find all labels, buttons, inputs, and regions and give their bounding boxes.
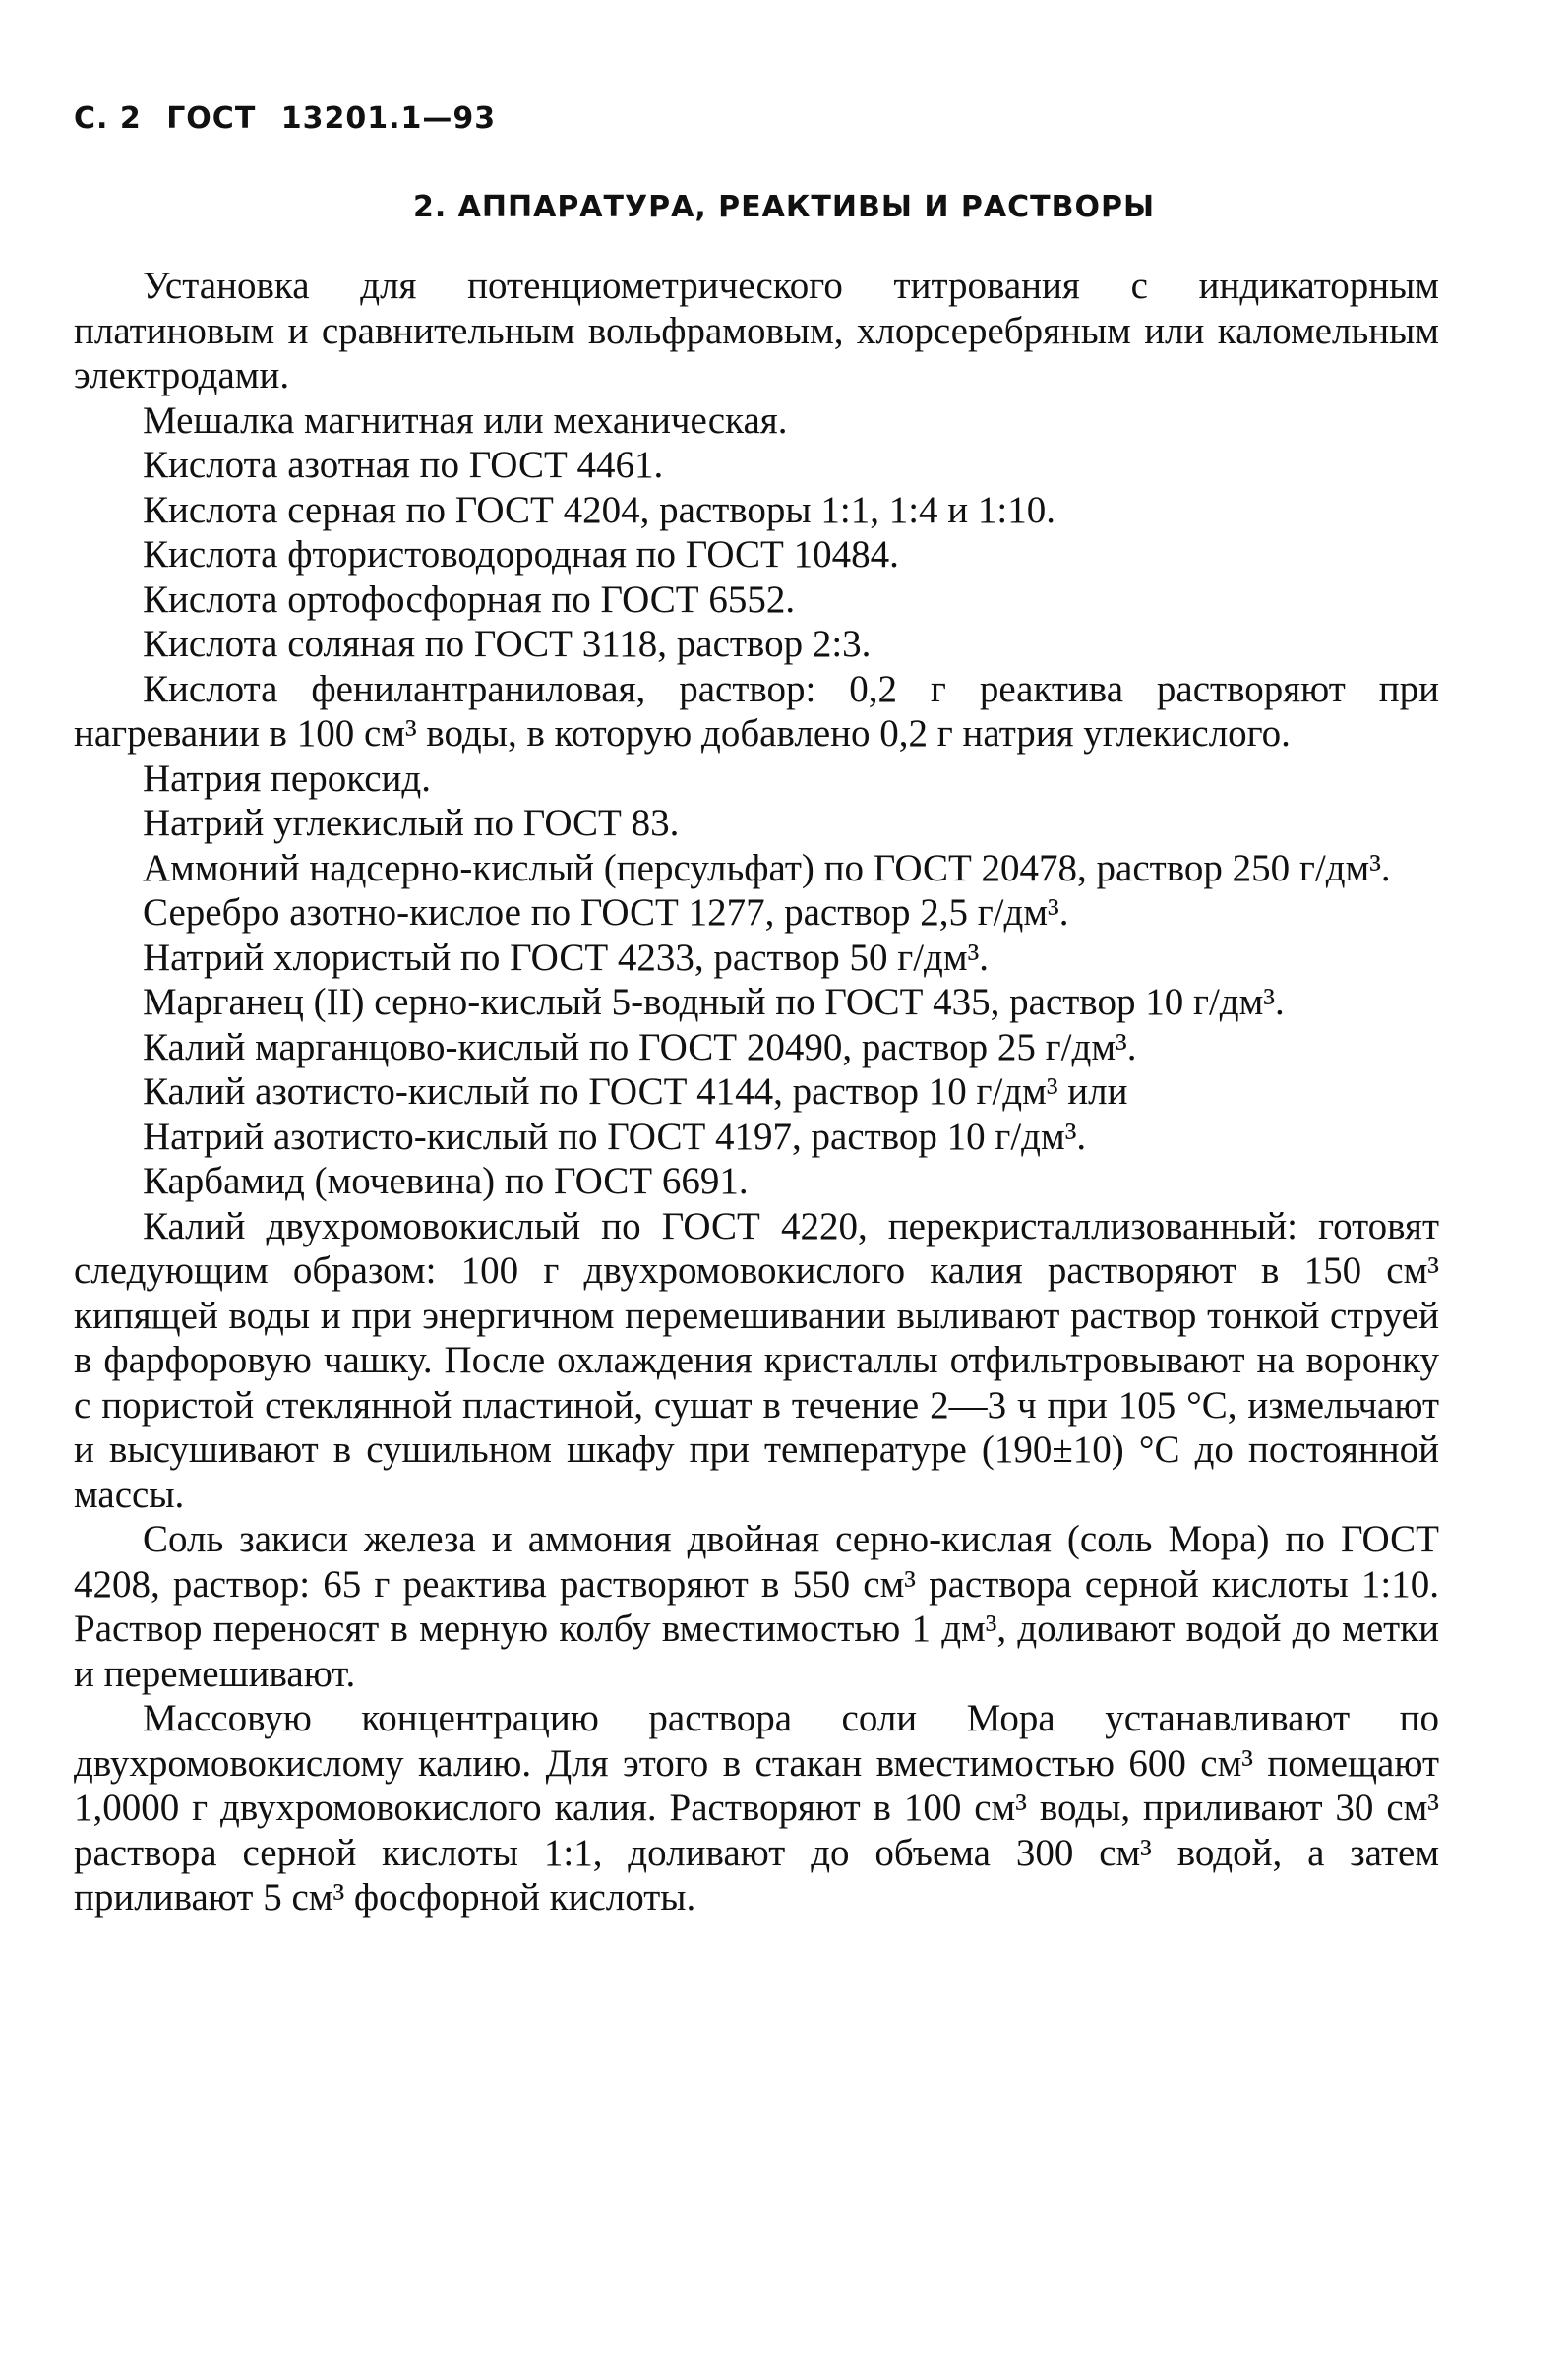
- section-title: 2. АППАРАТУРА, РЕАКТИВЫ И РАСТВОРЫ: [412, 190, 1156, 224]
- paragraph: Калий марганцово-кислый по ГОСТ 20490, раствор 25 г/дм³.: [143, 1025, 1137, 1068]
- paragraph: Калий двухромовокислый по ГОСТ 4220, перекристаллизованный: готовят следующим образом: 100 г двухромовокислого калия растворяют в 150 см³ кипящей воды и при энергичном перемешивании выливают раствор тонкой струей в фарфоровую чашку. После охлаждения кристаллы отфильтровывают на воронку с пористой стеклянной пластиной, сушат в течение 2—3 ч при 105 °С, измельчают и высушивают в сушильном шкафу при температуре (190±10) °С до постоянной массы.: [74, 1204, 1439, 1516]
- paragraph: Мешалка магнитная или механическая.: [143, 398, 788, 442]
- paragraph: Соль закиси железа и аммония двойная серно-кислая (соль Мора) по ГОСТ 4208, раствор: 65 г реактива растворяют в 550 см³ раствора серной кислоты 1:10. Раствор переносят в мерную колбу вместимостью 1 дм³, доливают водой до метки и перемешивают.: [74, 1518, 1439, 1695]
- paragraph: Кислота азотная по ГОСТ 4461.: [143, 444, 664, 486]
- paragraph: Натрий азотисто-кислый по ГОСТ 4197, раствор 10 г/дм³.: [143, 1115, 1087, 1158]
- paragraph: Калий азотисто-кислый по ГОСТ 4144, раствор 10 г/дм³ или: [143, 1070, 1128, 1113]
- paragraph: Натрий хлористый по ГОСТ 4233, раствор 50 г/дм³.: [143, 936, 990, 979]
- body-text: [74, 264, 1439, 1920]
- running-header: [74, 101, 510, 136]
- paragraph: Кислота серная по ГОСТ 4204, растворы 1:1, 1:4 и 1:10.: [143, 488, 1056, 531]
- paragraph: Серебро азотно-кислое по ГОСТ 1277, раствор 2,5 г/дм³.: [143, 891, 1069, 934]
- paragraph: Кислота ортофосфорная по ГОСТ 6552.: [143, 577, 796, 621]
- paragraph: Натрий углекислый по ГОСТ 83.: [143, 802, 680, 844]
- paragraph: Кислота фтористоводородная по ГОСТ 10484.: [143, 533, 899, 576]
- paragraph: Массовую концентрацию раствора соли Мора устанавливают по двухромовокислому калию. Для этого в стакан вместимостью 600 см³ помещают 1,0000 г двухромовокислого калия. Растворяют в 100 см³ воды, приливают 30 см³ раствора серной кислоты 1:1, доливают до объема 300 см³ водой, а затем приливают 5 см³ фосфорной кислоты.: [74, 1697, 1439, 1918]
- standard-label: ГОСТ: [166, 101, 257, 136]
- paragraph: Аммоний надсерно-кислый (персульфат) по ГОСТ 20478, раствор 250 г/дм³.: [143, 846, 1391, 889]
- paragraph: Карбамид (мочевина) по ГОСТ 6691.: [143, 1160, 749, 1202]
- paragraph: Установка для потенциометрического титрования с индикаторным платиновым и сравнительным вольфрамовым, хлорсеребряным или каломельным электродами.: [74, 265, 1439, 396]
- standard-number: 13201.1—93: [280, 101, 497, 136]
- paragraph: Марганец (II) серно-кислый 5-водный по ГОСТ 435, раствор 10 г/дм³.: [143, 981, 1285, 1023]
- page-label: С. 2: [74, 101, 142, 136]
- paragraph: Натрия пероксид.: [143, 757, 431, 800]
- paragraph: Кислота соляная по ГОСТ 3118, раствор 2:3.: [143, 623, 872, 665]
- paragraph: Кислота фенилантраниловая, раствор: 0,2 г реактива растворяют при нагревании в 100 см³ воды, в которую добавлено 0,2 г натрия углекислого.: [74, 667, 1439, 755]
